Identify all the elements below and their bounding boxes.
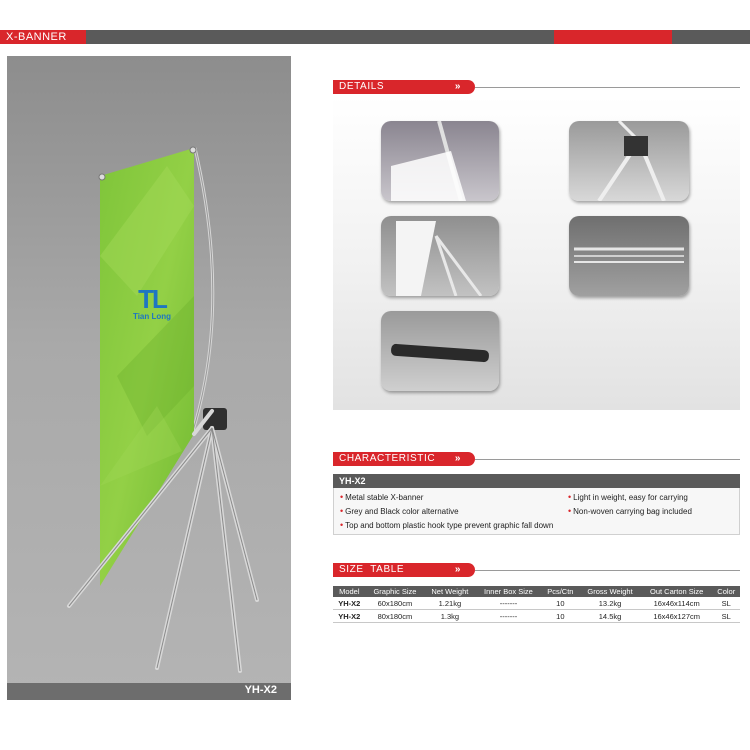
size-table	[333, 586, 740, 623]
table-cell: YH-X2	[333, 610, 366, 623]
product-photo	[7, 56, 291, 700]
feature-item: • Non-woven carrying bag included	[568, 506, 692, 516]
table-cell: 13.2kg	[579, 597, 641, 610]
column-header: Graphic Size	[366, 586, 425, 597]
table-row	[333, 610, 740, 623]
top-title-bar	[0, 30, 750, 44]
details-panel	[333, 96, 740, 410]
page-title: X-BANNER	[0, 30, 86, 44]
brand-logo-text: Tian Long	[132, 312, 172, 321]
column-header: Pcs/Ctn	[541, 586, 579, 597]
table-cell: 10	[541, 597, 579, 610]
detail-photo-hub	[569, 121, 689, 201]
column-header: Model	[333, 586, 366, 597]
column-header: Color	[713, 586, 740, 597]
table-cell: 10	[541, 610, 579, 623]
size-table-title-text: SIZE TABLE	[339, 564, 405, 575]
x-banner-illustration	[7, 56, 291, 700]
detail-photo-carrying-bag	[381, 311, 499, 391]
characteristic-title	[333, 452, 475, 466]
table-cell: -------	[475, 597, 541, 610]
photo-caption-bar	[7, 683, 291, 700]
size-table-title	[333, 563, 475, 577]
characteristic-header	[333, 452, 740, 466]
column-header: Inner Box Size	[475, 586, 541, 597]
photo-model-label: YH-X2	[244, 684, 277, 696]
table-cell: 1.21kg	[424, 597, 475, 610]
brand-logo-mark: TL	[138, 284, 166, 314]
details-title	[333, 80, 475, 94]
characteristic-box	[333, 474, 740, 535]
characteristic-title-text: CHARACTERISTIC	[339, 453, 436, 464]
feature-item: • Top and bottom plastic hook type prevent graphic fall down	[340, 520, 554, 530]
feature-item: • Light in weight, easy for carrying	[568, 492, 688, 502]
table-cell: SL	[713, 597, 740, 610]
table-cell: 80x180cm	[366, 610, 425, 623]
title-accent-stripe	[554, 30, 672, 44]
column-header: Net Weight	[424, 586, 475, 597]
table-cell: 16x46x127cm	[641, 610, 713, 623]
size-table-header	[333, 563, 740, 577]
chevron-right-icon: »	[454, 453, 461, 464]
characteristic-model: YH-X2	[333, 474, 740, 488]
table-cell: YH-X2	[333, 597, 366, 610]
table-row	[333, 597, 740, 610]
feature-list	[333, 488, 740, 535]
table-header-row	[333, 586, 740, 597]
column-header: Out Carton Size	[641, 586, 713, 597]
chevron-right-icon: »	[454, 81, 461, 92]
feature-item: • Metal stable X-banner	[340, 492, 424, 502]
table-cell: 60x180cm	[366, 597, 425, 610]
table-cell: 1.3kg	[424, 610, 475, 623]
table-cell: -------	[475, 610, 541, 623]
chevron-right-icon: »	[454, 564, 461, 575]
table-cell: 16x46x114cm	[641, 597, 713, 610]
detail-photo-folded-poles	[569, 216, 689, 296]
detail-photo-bottom-hook	[381, 216, 499, 296]
feature-item: • Grey and Black color alternative	[340, 506, 459, 516]
brand-logo	[122, 286, 182, 321]
details-header	[333, 80, 740, 94]
table-cell: SL	[713, 610, 740, 623]
details-title-text: DETAILS	[339, 81, 385, 92]
detail-photo-top-hook	[381, 121, 499, 201]
table-cell: 14.5kg	[579, 610, 641, 623]
column-header: Gross Weight	[579, 586, 641, 597]
